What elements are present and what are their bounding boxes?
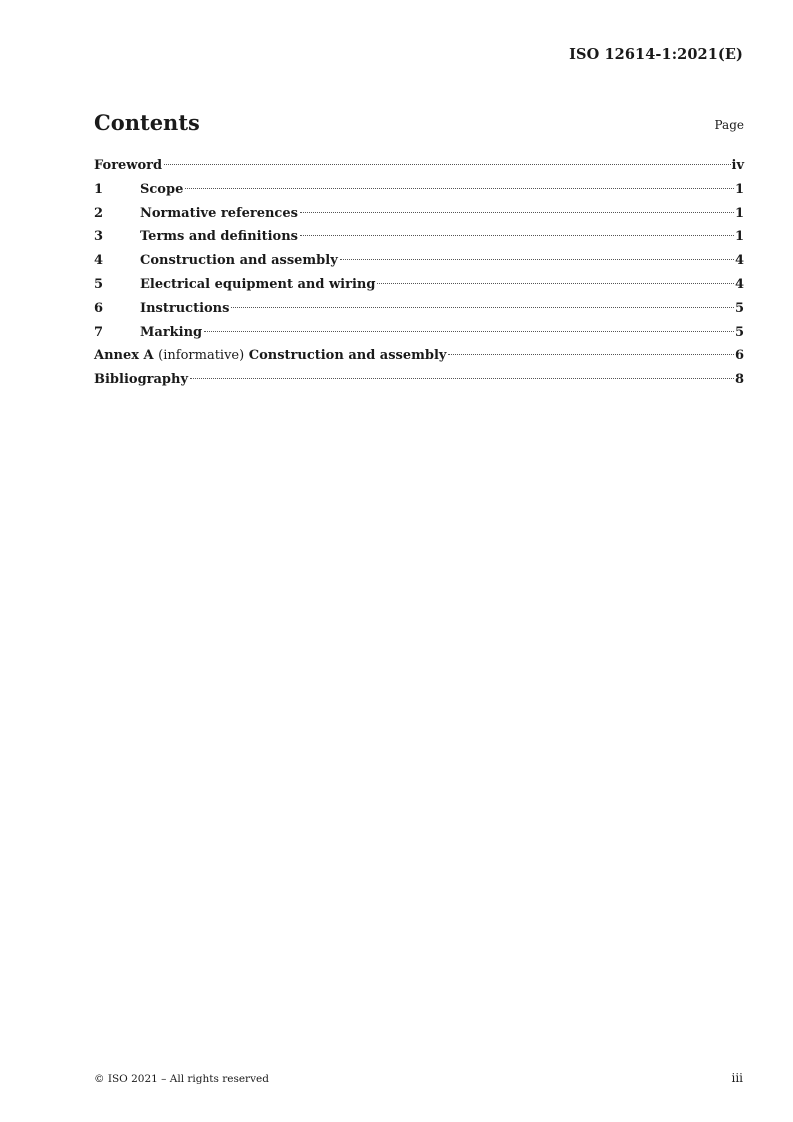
toc-entry-number: 6 (94, 300, 104, 316)
toc-entry-construction-and-assembly[interactable] (94, 249, 744, 273)
toc-entry-foreword[interactable] (94, 154, 744, 178)
dot-leader (448, 353, 733, 355)
annex-prefix: Annex A (94, 348, 154, 364)
copyright-notice: © ISO 2021 – All rights reserved (94, 1073, 269, 1085)
toc-entry-page: 6 (734, 348, 744, 364)
toc-entry-page: 1 (734, 181, 744, 197)
annex-qualifier: (informative) (158, 348, 245, 364)
dot-leader (190, 377, 734, 379)
toc-entry-page: 4 (734, 253, 744, 269)
toc-entry-title (94, 344, 446, 368)
toc-entry-electrical-equipment[interactable] (94, 273, 744, 297)
toc-entry-title: Scope (140, 181, 184, 197)
toc-entry-number: 5 (94, 276, 104, 292)
dot-leader (340, 258, 734, 260)
page-column-label: Page (714, 118, 744, 132)
toc-entry-page: 1 (734, 229, 744, 245)
dot-leader (164, 163, 730, 165)
toc-entry-title: Construction and assembly (140, 253, 338, 269)
toc-entry-title: Electrical equipment and wiring (140, 276, 376, 292)
toc-entry-number: 1 (94, 181, 104, 197)
dot-leader (377, 282, 734, 284)
toc-entry-page: 4 (734, 276, 744, 292)
toc-entry-annex-a[interactable] (94, 344, 744, 368)
dot-leader (300, 211, 734, 213)
dot-leader (185, 187, 734, 189)
toc-entry-instructions[interactable] (94, 297, 744, 321)
toc-entry-scope[interactable] (94, 178, 744, 202)
page-number: iii (731, 1071, 743, 1085)
contents-header (94, 110, 744, 140)
toc-entry-bibliography[interactable] (94, 368, 744, 392)
annex-title: Construction and assembly (248, 348, 447, 364)
toc-entry-title: Marking (140, 324, 203, 340)
contents-title: Contents (94, 110, 200, 135)
toc-entry-terms-and-definitions[interactable] (94, 225, 744, 249)
toc-entry-number: 2 (94, 205, 104, 221)
toc-entry-page: 5 (734, 324, 744, 340)
toc-entry-number: 7 (94, 324, 104, 340)
table-of-contents (94, 154, 744, 392)
toc-entry-page: iv (731, 158, 744, 173)
document-id: ISO 12614-1:2021(E) (569, 46, 743, 63)
toc-entry-number: 4 (94, 253, 104, 269)
toc-entry-marking[interactable] (94, 321, 744, 345)
toc-entry-title: Terms and definitions (140, 229, 298, 245)
toc-entry-title: Bibliography (94, 372, 189, 388)
toc-entry-page: 5 (734, 300, 744, 316)
toc-entry-title: Instructions (140, 300, 230, 316)
toc-entry-title: Normative references (140, 205, 298, 221)
toc-entry-normative-references[interactable] (94, 202, 744, 226)
toc-entry-title: Foreword (94, 158, 163, 173)
dot-leader (204, 330, 734, 332)
dot-leader (300, 234, 734, 236)
toc-entry-page: 1 (734, 205, 744, 221)
dot-leader (231, 306, 733, 308)
toc-entry-page: 8 (734, 372, 744, 388)
toc-entry-number: 3 (94, 229, 104, 245)
